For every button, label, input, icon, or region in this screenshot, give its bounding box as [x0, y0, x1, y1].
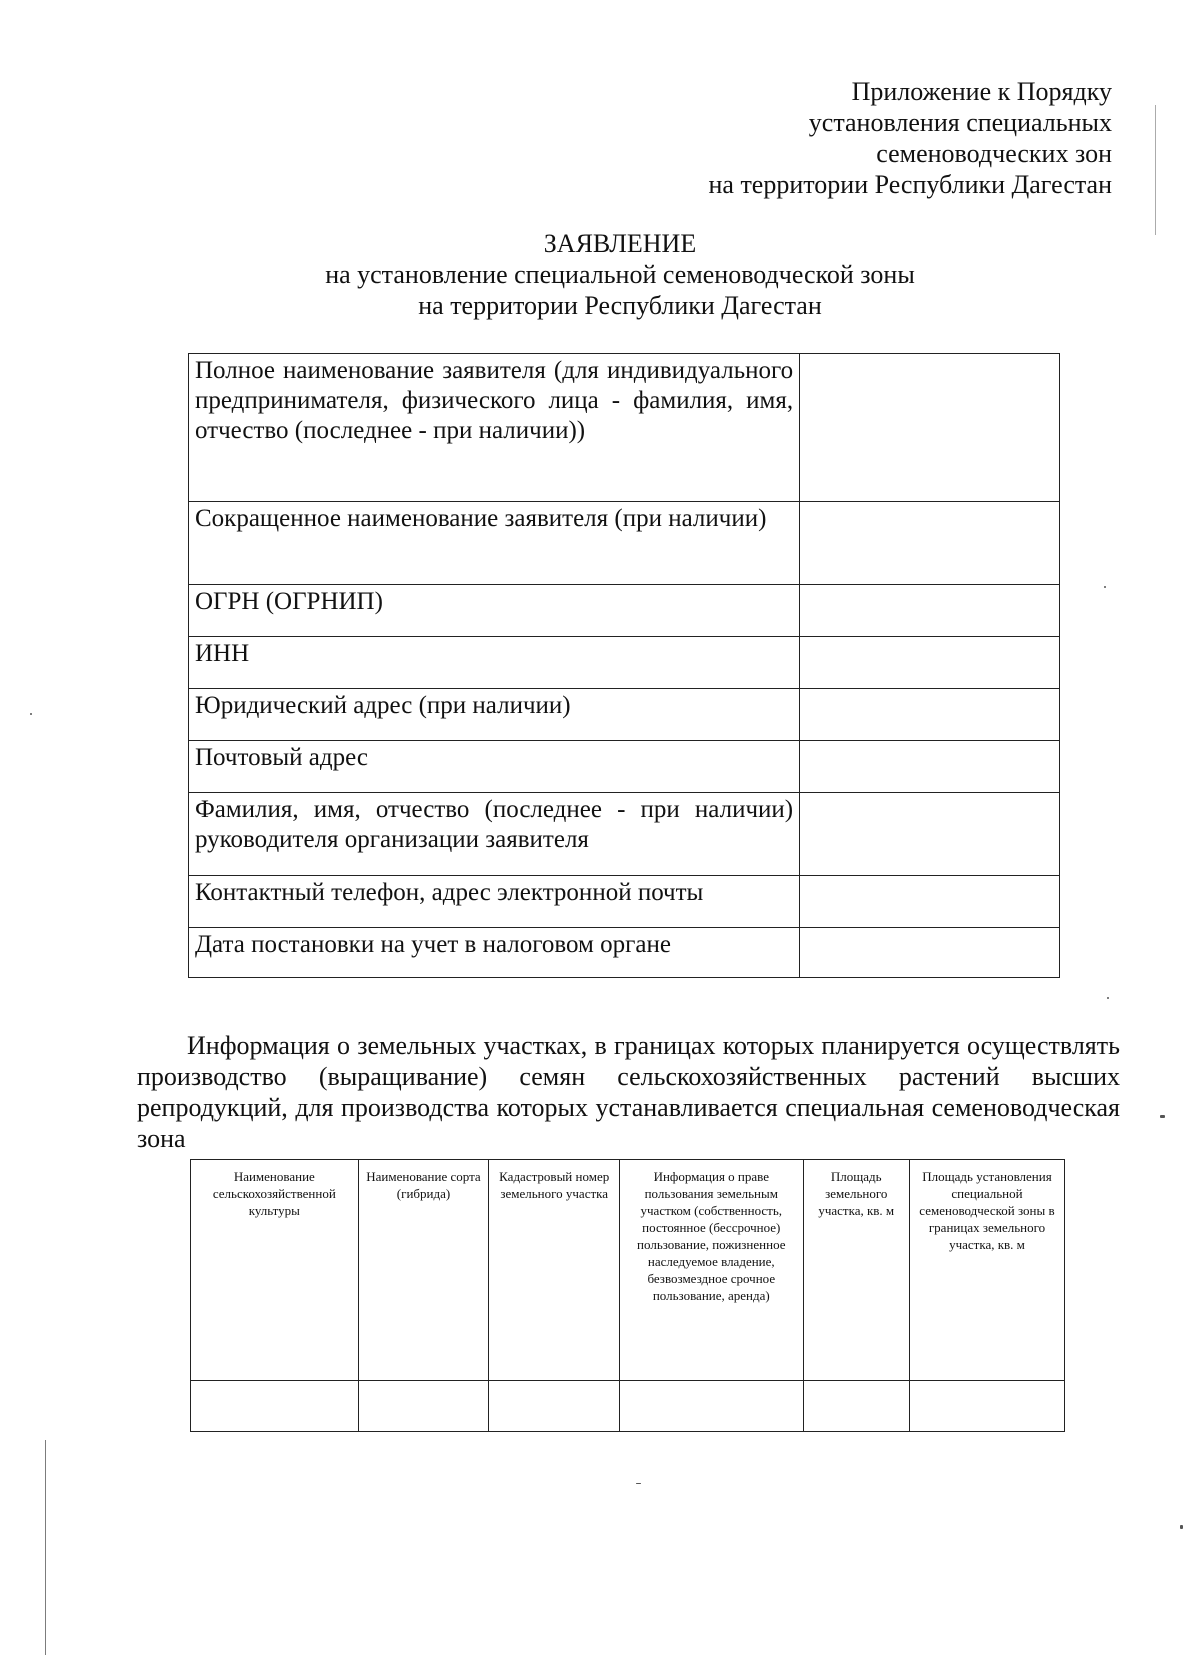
table-row: [189, 502, 1060, 585]
document-title: [0, 228, 1200, 321]
table-row: [189, 793, 1060, 876]
column-header-zone-area: Площадь установления специальной семеноводческой зоны в границах земельного участка, кв. м: [909, 1160, 1064, 1381]
field-value-legal-address: [800, 689, 1060, 741]
scan-edge-line: [1155, 105, 1156, 235]
column-header-crop: Наименование сельскохозяйственной культуры: [191, 1160, 359, 1381]
title-heading: ЗАЯВЛЕНИЕ: [543, 229, 697, 258]
field-value-ogrn: [800, 585, 1060, 637]
scan-speck: [30, 713, 32, 715]
table-row: [189, 585, 1060, 637]
field-label-legal-address: Юридический адрес (при наличии): [189, 689, 800, 741]
table-cell: [620, 1381, 803, 1432]
scan-speck: [636, 1483, 641, 1484]
scan-speck: [1180, 1525, 1183, 1529]
table-row: [191, 1381, 1065, 1432]
field-label-ogrn: ОГРН (ОГРНИП): [189, 585, 800, 637]
appendix-note-line: Приложение к Порядку: [851, 77, 1112, 106]
field-label-full-name: Полное наименование заявителя (для индивидуального предпринимателя, физического лица - фамилия, имя, отчество (последнее - при наличии)): [189, 354, 800, 502]
table-cell: [909, 1381, 1064, 1432]
field-label-contacts: Контактный телефон, адрес электронной почты: [189, 876, 800, 928]
title-subtitle-line: на установление специальной семеноводческой зоны: [325, 260, 915, 289]
table-cell: [489, 1381, 620, 1432]
field-value-short-name: [800, 502, 1060, 585]
field-label-inn: ИНН: [189, 637, 800, 689]
field-value-postal-address: [800, 741, 1060, 793]
table-cell: [358, 1381, 489, 1432]
table-row: [189, 637, 1060, 689]
field-value-tax-registration-date: [800, 928, 1060, 978]
field-label-head-name: Фамилия, имя, отчество (последнее - при наличии) руководителя организации заявителя: [189, 793, 800, 876]
table-cell: [191, 1381, 359, 1432]
table-row: [189, 876, 1060, 928]
scan-speck: [1160, 1115, 1165, 1118]
field-label-postal-address: Почтовый адрес: [189, 741, 800, 793]
field-value-contacts: [800, 876, 1060, 928]
table-cell: [803, 1381, 909, 1432]
table-header-row: [191, 1160, 1065, 1381]
scan-speck: [1107, 997, 1109, 999]
appendix-note-line: на территории Республики Дагестан: [708, 170, 1112, 199]
column-header-plot-area: Площадь земельного участка, кв. м: [803, 1160, 909, 1381]
table-row: [189, 689, 1060, 741]
table-row: [189, 928, 1060, 978]
field-value-inn: [800, 637, 1060, 689]
scan-speck: [1104, 586, 1106, 588]
table-row: [189, 741, 1060, 793]
land-plots-info-paragraph: Информация о земельных участках, в границах которых планируется осуществлять производство (выращивание) семян сельскохозяйственных растений высших репродукций, для производства которых устанавливается специальная семеноводческая зона: [137, 1031, 1120, 1153]
field-label-tax-registration-date: Дата постановки на учет в налоговом органе: [189, 928, 800, 978]
field-label-short-name: Сокращенное наименование заявителя (при наличии): [189, 502, 800, 585]
land-plots-table: [190, 1159, 1065, 1432]
scan-edge-line: [45, 1440, 46, 1655]
column-header-cadastral-number: Кадастровый номер земельного участка: [489, 1160, 620, 1381]
appendix-note-line: семеноводческих зон: [876, 139, 1112, 168]
field-value-full-name: [800, 354, 1060, 502]
column-header-usage-right: Информация о праве пользования земельным участком (собственность, постоянное (бессрочное) пользование, пожизненное наследуемое владение, безвозмездное срочное пользование, аренда): [620, 1160, 803, 1381]
title-subtitle-line: на территории Республики Дагестан: [418, 291, 822, 320]
table-row: [189, 354, 1060, 502]
column-header-variety: Наименование сорта (гибрида): [358, 1160, 489, 1381]
field-value-head-name: [800, 793, 1060, 876]
appendix-note: [708, 76, 1112, 200]
applicant-info-table: [188, 353, 1060, 978]
appendix-note-line: установления специальных: [808, 108, 1112, 137]
